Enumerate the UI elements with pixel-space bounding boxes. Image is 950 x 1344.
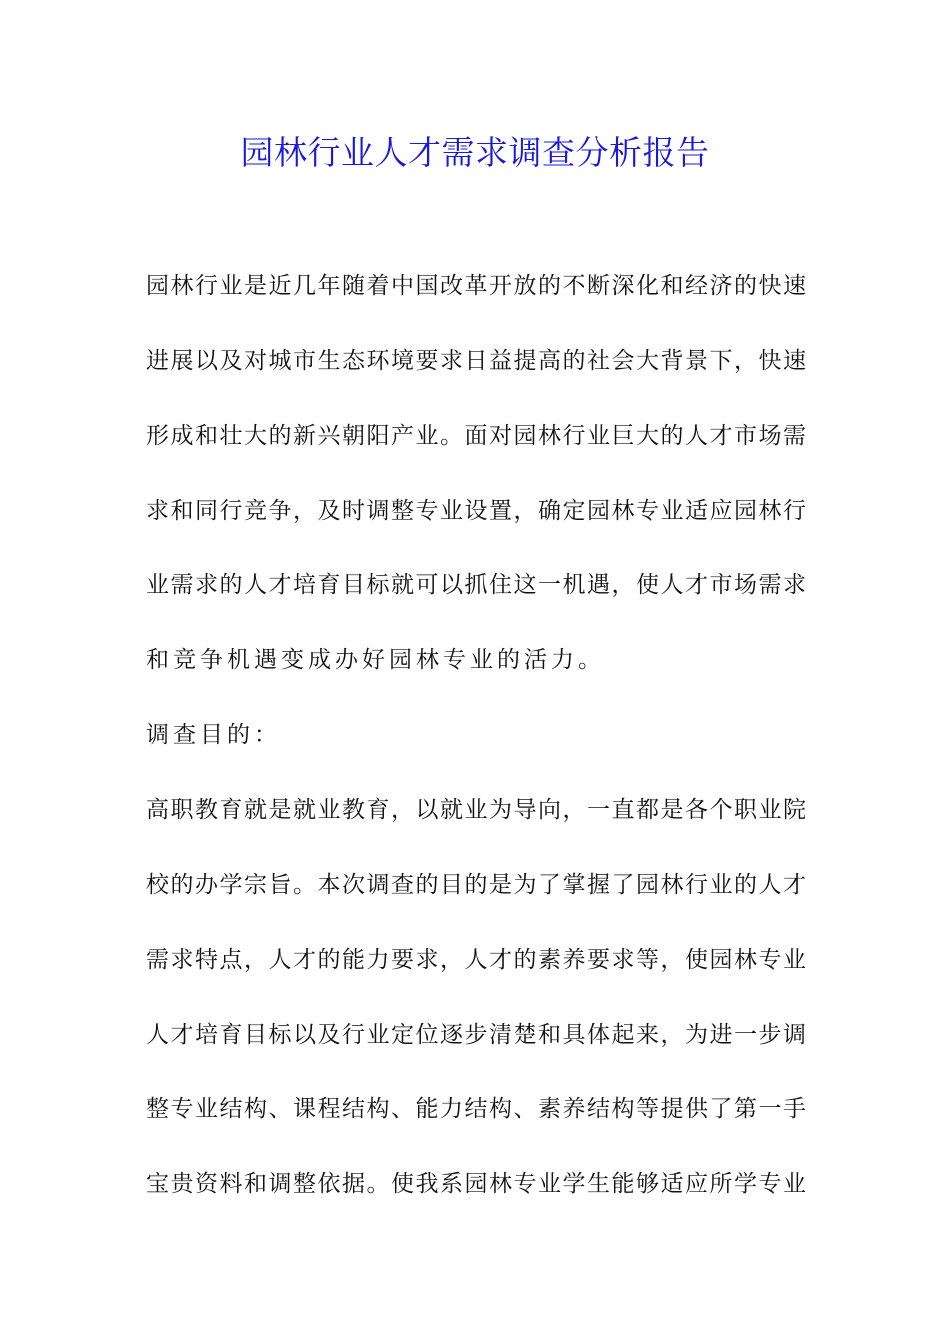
document-title: 园林行业人才需求调查分析报告 <box>240 133 710 172</box>
paragraph-line-10: 需求特点，人才的能力要求，人才的素养要求等，使园林专业 <box>146 947 806 973</box>
paragraph-line-1: 园林行业是近几年随着中国改革开放的不断深化和经济的快速 <box>146 273 806 299</box>
section-heading-purpose: 调查目的： <box>146 722 281 748</box>
paragraph-line-4: 求和同行竞争，及时调整专业设置，确定园林专业适应园林行 <box>146 498 806 524</box>
paragraph-line-3: 形成和壮大的新兴朝阳产业。面对园林行业巨大的人才市场需 <box>146 423 806 449</box>
paragraph-line-12: 整专业结构、课程结构、能力结构、素养结构等提供了第一手 <box>146 1096 806 1122</box>
paragraph-line-11: 人才培育目标以及行业定位逐步清楚和具体起来，为进一步调 <box>146 1022 806 1048</box>
paragraph-line-9: 校的办学宗旨。本次调查的目的是为了掌握了园林行业的人才 <box>146 872 806 898</box>
paragraph-line-6: 和竞争机遇变成办好园林专业的活力。 <box>146 647 605 673</box>
paragraph-line-8: 高职教育就是就业教育，以就业为导向，一直都是各个职业院 <box>146 797 806 823</box>
paragraph-line-2: 进展以及对城市生态环境要求日益提高的社会大背景下，快速 <box>146 348 806 374</box>
paragraph-line-13: 宝贵资料和调整依据。使我系园林专业学生能够适应所学专业 <box>146 1171 806 1197</box>
paragraph-line-5: 业需求的人才培育目标就可以抓住这一机遇，使人才市场需求 <box>146 572 806 598</box>
